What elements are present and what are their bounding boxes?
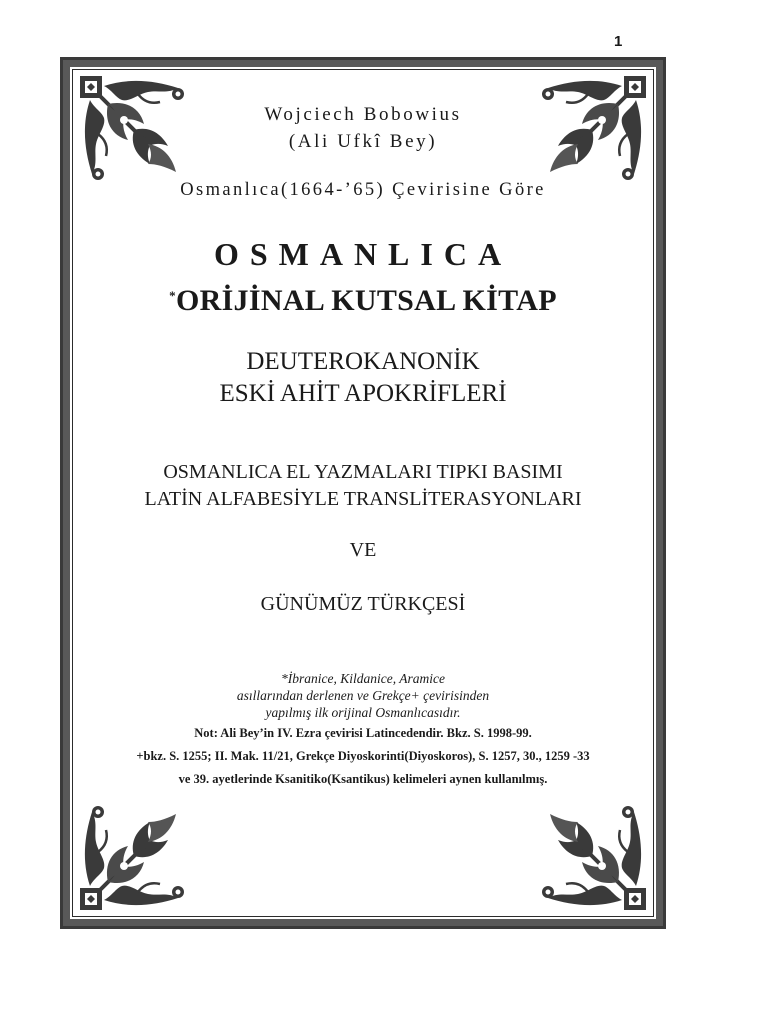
manuscripts-line-2: LATİN ALFABESİYLE TRANSLİTERASYONLARI	[144, 488, 582, 510]
page-number: 1	[614, 33, 623, 50]
footnote-italic	[80, 670, 646, 721]
footnote-bold-line-2: +bkz. S. 1255; II. Mak. 11/21, Grekçe Diyoskorinti(Diyoskoros), S. 1257, 30., 1259 -33	[136, 749, 590, 763]
subtitle-footnote-marker: *	[169, 288, 176, 303]
footnote-bold-line-1: Not: Ali Bey’in IV. Ezra çevirisi Latincedendir. Bkz. S. 1998-99.	[194, 726, 532, 740]
author-name: Wojciech Bobowius	[264, 104, 462, 125]
author-alias: (Ali Ufkî Bey)	[288, 131, 438, 152]
section-title-line-1: DEUTEROKANONİK	[246, 348, 480, 375]
footnote-bold-line-3: ve 39. ayetlerinde Ksanitiko(Ksantikus) kelimeleri aynen kullanılmış.	[178, 772, 548, 786]
main-title: OSMANLICA	[213, 236, 513, 272]
conjunction: VE	[349, 539, 377, 561]
section-title	[80, 346, 646, 410]
footnote-italic-line-2: asıllarından derlenen ve Grekçe+ çevirisinden	[236, 688, 490, 703]
author-block	[80, 101, 646, 155]
modern-turkish-label: GÜNÜMÜZ TÜRKÇESİ	[260, 593, 466, 615]
bottom-right-ornament-icon	[538, 802, 648, 912]
footnote-italic-line-1: *İbranice, Kildanice, Aramice	[281, 671, 445, 686]
section-title-line-2: ESKİ AHİT APOKRİFLERİ	[219, 380, 507, 407]
manuscripts-description	[80, 459, 646, 513]
footnote-italic-line-3: yapılmış ilk orijinal Osmanlıcasıdır.	[265, 705, 461, 720]
footnote-bold	[80, 722, 646, 791]
subtitle	[80, 284, 646, 318]
translation-basis: Osmanlıca(1664-’65) Çevirisine Göre	[180, 180, 546, 200]
subtitle-text: ORİJİNAL KUTSAL KİTAP	[175, 284, 557, 317]
bottom-left-ornament-icon	[78, 802, 188, 912]
manuscripts-line-1: OSMANLICA EL YAZMALARI TIPKI BASIMI	[163, 461, 563, 483]
